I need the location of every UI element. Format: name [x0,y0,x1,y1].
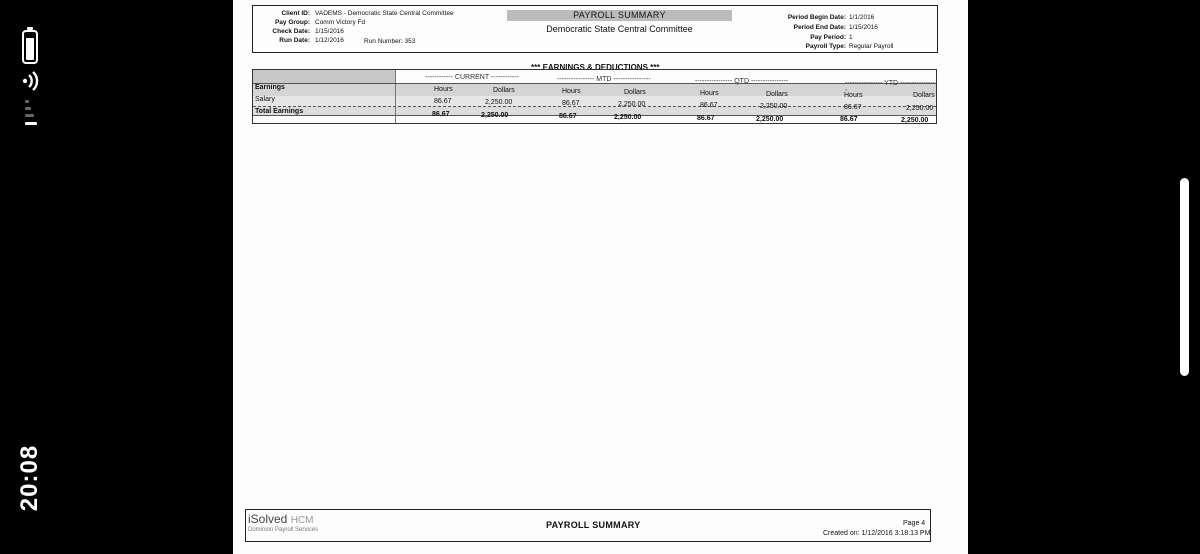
col-dollars: Dollars [913,92,935,99]
footer-title: PAYROLL SUMMARY [546,520,641,530]
battery-icon [22,30,38,64]
report-footer [245,509,931,542]
salary-mtd-dollars: 2,250.00 [618,101,646,108]
section-title: *** EARNINGS & DEDUCTIONS *** [531,63,660,72]
logo-subtitle: Dominion Payroll Services [248,527,319,533]
total-qtd-hours: 86.67 [697,115,715,122]
period-end-value: 1/15/2016 [849,24,878,31]
group-current: ------------ CURRENT ------------ [425,74,519,81]
company-name: Democratic State Central Committee [546,24,693,34]
period-begin-value: 1/1/2016 [849,14,875,21]
col-dollars: Dollars [493,87,515,94]
salary-current-dollars: 2,250.00 [485,99,513,106]
isolved-logo: iSolved HCM [248,512,314,526]
total-earnings-label: Total Earnings [255,108,304,115]
salary-current-hours: 86.67 [434,98,452,105]
check-date-value: 1/15/2016 [315,28,344,35]
salary-ytd-dollars: 2,250.00 [906,105,934,112]
salary-qtd-hours: 86.67 [700,102,718,109]
payroll-type-value: Regular Payroll [849,43,894,50]
total-mtd-hours: 86.67 [559,113,577,120]
col-dollars: Dollars [766,91,788,98]
cellular-signal-icon [25,100,37,130]
run-date-value: 1/12/2016 [315,37,344,44]
salary-qtd-dollars: 2,250.00 [760,103,788,110]
total-current-dollars: 2,250.00 [481,112,509,119]
total-mtd-dollars: 2,250.00 [614,114,642,121]
group-mtd: ---------------- MTD ---------------- [557,76,651,83]
salary-ytd-hours: 86.67 [844,104,862,111]
col-dollars: Dollars [624,89,646,96]
phone-status-bar [0,0,60,554]
period-end-label: Period End Date: [793,24,846,31]
group-qtd: ---------------- QTD ---------------- [695,78,789,85]
payroll-type-label: Payroll Type: [805,43,846,50]
page-number: Page 4 [903,520,926,527]
pay-period-value: 1 [849,34,853,41]
status-time: 20:08 [16,444,43,512]
run-number: Run Number: 353 [364,38,416,45]
report-page [233,0,968,554]
total-current-hours: 86.67 [432,111,450,118]
check-date-label: Check Date: [272,28,310,35]
total-ytd-hours: 86.67 [840,116,858,123]
client-id-label: Client ID: [281,10,310,17]
group-ytd: ---------------- YTD ---------------- [845,80,936,94]
created-on: Created on: 1/12/2016 3:18:13 PM [823,530,931,537]
pay-group-value: Comm Victory Fd [315,19,366,26]
col-hours: Hours [844,92,863,99]
wifi-icon [20,70,42,92]
report-title: PAYROLL SUMMARY [507,10,732,21]
total-qtd-dollars: 2,250.00 [756,116,784,123]
col-hours: Hours [434,86,453,93]
earnings-header: Earnings [255,84,285,91]
earnings-table [252,69,937,124]
total-ytd-dollars: 2,250.00 [901,117,929,124]
run-date-label: Run Date: [279,37,310,44]
salary-mtd-hours: 86.67 [562,100,580,107]
pay-group-label: Pay Group: [274,19,310,26]
pay-period-label: Pay Period: [810,34,846,41]
period-begin-label: Period Begin Date: [787,14,846,21]
col-hours: Hours [562,88,581,95]
col-hours: Hours [700,90,719,97]
salary-label: Salary [255,96,275,103]
scrollbar[interactable] [1180,178,1189,376]
client-id-value: VADEMS - Democratic State Central Committee [315,10,454,17]
report-header [252,5,938,53]
